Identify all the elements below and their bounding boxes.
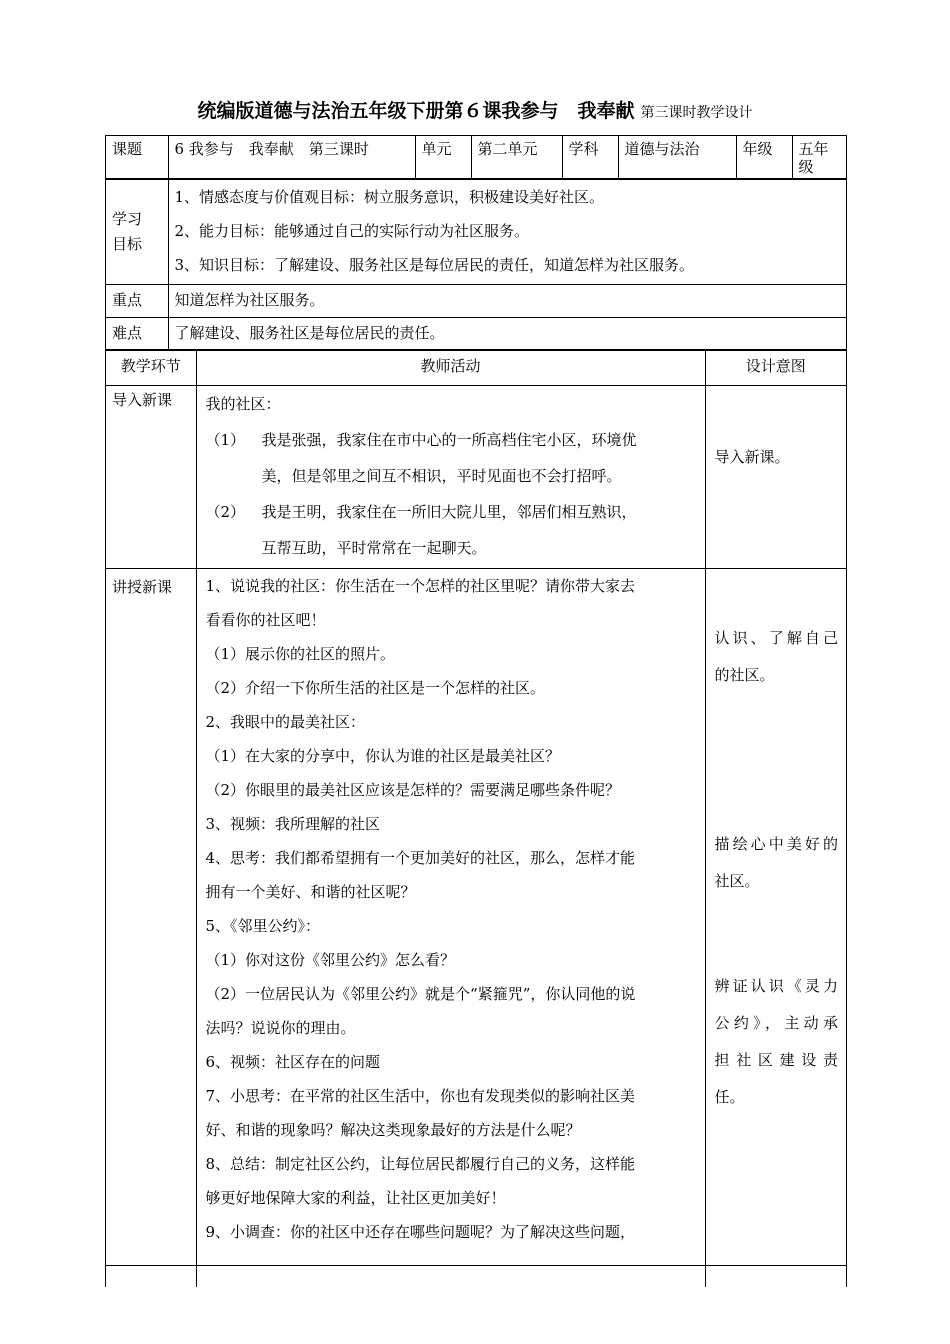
teaching-line: （2）你眼里的最美社区应该是怎样的？需要满足哪些条件呢？: [205, 781, 621, 799]
unit-value: 第二单元: [471, 136, 562, 179]
table-bottom-border: [105, 1265, 846, 1266]
col-stage-header: 教学环节: [106, 351, 196, 386]
lesson-plan-table: [105, 135, 847, 1287]
teaching-line: （2）一位居民认为《邻里公约》就是个“紧箍咒”，你认同他的说: [205, 985, 636, 1003]
teaching-activity: [196, 569, 705, 1287]
objective-item: 3、知识目标：了解建设、服务社区是每位居民的责任，知道怎样为社区服务。: [174, 256, 695, 274]
item-text: 我是张强，我家住在市中心的一所高档住宅小区，环境优: [261, 431, 637, 449]
objectives-content: [168, 180, 846, 285]
teaching-line: 拥有一个美好、和谐的社区呢？: [205, 883, 416, 901]
topic-label: 课题: [106, 136, 168, 179]
intent-line: 的社区。: [714, 666, 775, 684]
teaching-line: （2）介绍一下你所生活的社区是一个怎样的社区。: [205, 679, 546, 697]
teaching-line: 7、小思考：在平常的社区生活中，你也有发现类似的影响社区美: [205, 1087, 636, 1105]
key-point-label: 重点: [106, 285, 168, 318]
difficulty-label: 难点: [106, 318, 168, 350]
objectives-table: [106, 179, 846, 350]
col-activity-header: 教师活动: [196, 351, 705, 386]
teaching-line: 2、我眼中的最美社区：: [205, 713, 366, 731]
objectives-label-line1: 学习: [112, 210, 143, 228]
teaching-line: 3、视频：我所理解的社区: [205, 815, 381, 833]
teaching-line: 4、思考：我们都希望拥有一个更加美好的社区，那么，怎样才能: [205, 849, 636, 867]
item-number: （1）: [205, 431, 246, 449]
teaching-line: （1）你对这份《邻里公约》怎么看？: [205, 951, 456, 969]
lead-in-item-1: [206, 422, 695, 458]
lead-in-activity: [196, 386, 705, 569]
col-intent-header: 设计意图: [705, 351, 846, 386]
header-table: [106, 136, 846, 179]
intent-line: 认识、了解自己: [714, 629, 838, 647]
intent-block-a: [715, 620, 839, 694]
teaching-line: 好、和谐的现象吗？解决这类现象最好的方法是什么呢？: [205, 1121, 581, 1139]
document-title: [0, 96, 950, 123]
lead-in-item-2-cont: 互帮互助，平时常常在一起聊天。: [261, 539, 487, 557]
teaching-line: 5、《邻里公约》：: [205, 917, 321, 935]
lead-in-intent-text: 导入新课。: [714, 448, 790, 466]
grade-label: 年级: [736, 136, 792, 179]
objectives-label: [106, 180, 168, 285]
intent-line: 辨证认识《灵力: [714, 977, 838, 995]
grade-value: 五年级: [792, 136, 846, 179]
teaching-stage: 讲授新课: [106, 569, 196, 1287]
teaching-line: 够更好地保障大家的利益，让社区更加美好！: [205, 1189, 506, 1207]
key-point-value: 知道怎样为社区服务。: [168, 285, 846, 318]
title-main: 统编版道德与法治五年级下册第６课我参与 我奉献: [197, 100, 635, 122]
lead-in-stage: 导入新课: [106, 386, 196, 569]
teaching-line: （1）在大家的分享中，你认为谁的社区是最美社区？: [205, 747, 561, 765]
intent-line: 社区。: [714, 872, 760, 890]
teaching-line: 8、总结：制定社区公约，让每位居民都履行自己的义务，这样能: [205, 1155, 636, 1173]
lead-in-item-1-cont: 美，但是邻里之间互不相识，平时见面也不会打招呼。: [261, 467, 622, 485]
lead-in-item-2: [206, 494, 695, 530]
unit-label: 单元: [415, 136, 471, 179]
teaching-line: 9、小调查：你的社区中还存在哪些问题呢？为了解决这些问题，: [205, 1223, 636, 1241]
intent-line: 任。: [714, 1088, 745, 1106]
difficulty-value: 了解建设、服务社区是每位居民的责任。: [168, 318, 846, 350]
item-number: （2）: [205, 503, 246, 521]
objective-item: 2、能力目标：能够通过自己的实际行动为社区服务。: [174, 222, 530, 240]
item-text: 我是王明，我家住在一所旧大院儿里，邻居们相互熟识，: [261, 503, 637, 521]
lead-in-intent: [705, 386, 846, 569]
teaching-line: （1）展示你的社区的照片。: [205, 645, 396, 663]
intent-block-b: [715, 826, 839, 900]
teaching-line: 看看你的社区吧！: [205, 611, 326, 629]
intent-line: 担社区建设责: [714, 1051, 838, 1069]
teaching-line: 6、视频：社区存在的问题: [205, 1053, 381, 1071]
process-table: [106, 350, 846, 1287]
objectives-label-line2: 目标: [112, 235, 143, 253]
subject-label: 学科: [562, 136, 618, 179]
objective-item: 1、情感态度与价值观目标：树立服务意识，积极建设美好社区。: [174, 188, 605, 206]
intent-block-c: [715, 968, 839, 1116]
teaching-intent: [705, 569, 846, 1287]
title-sub: 第三课时教学设计: [640, 105, 753, 121]
topic-value: 6 我参与 我奉献 第三课时: [168, 136, 415, 179]
lead-in-intro: 我的社区：: [205, 395, 281, 413]
intent-line: 描绘心中美好的: [714, 835, 838, 853]
subject-value: 道德与法治: [618, 136, 736, 179]
teaching-line: 1、说说我的社区：你生活在一个怎样的社区里呢？请你带大家去: [205, 577, 636, 595]
teaching-line: 法吗？说说你的理由。: [205, 1019, 356, 1037]
intent-line: 公约》，主动承: [714, 1014, 838, 1032]
